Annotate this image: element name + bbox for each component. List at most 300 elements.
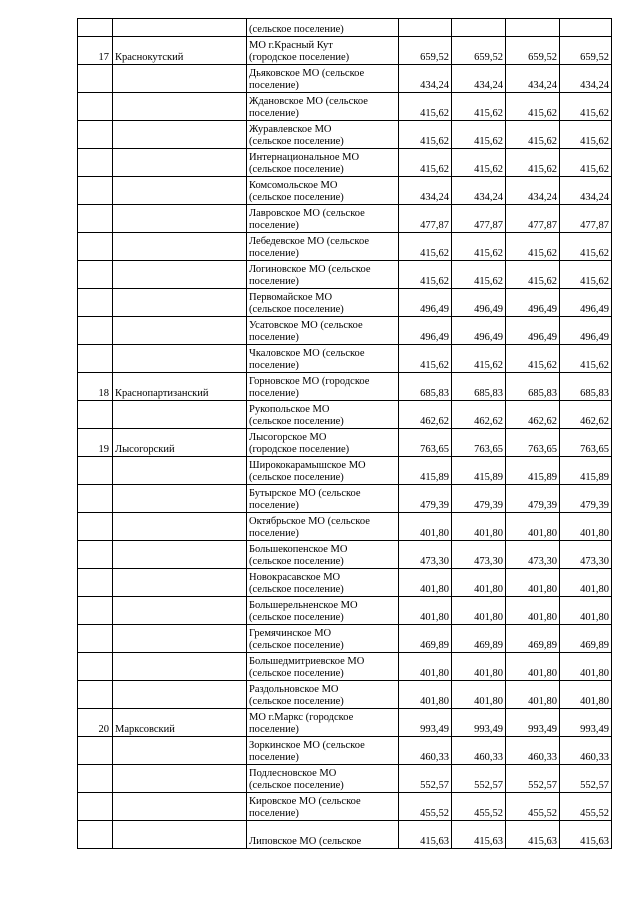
- value-cell: 469,89: [560, 625, 612, 653]
- municipality-cell: [247, 569, 399, 597]
- table-row: [78, 569, 612, 597]
- municipality-line: Большерельненское МО: [249, 600, 358, 611]
- value-cell: 415,89: [452, 457, 506, 485]
- district-cell: [113, 737, 247, 765]
- value-cell: 685,83: [399, 373, 452, 401]
- row-number-cell: [78, 205, 113, 233]
- value-cell: 496,49: [452, 317, 506, 345]
- value-cell: [560, 19, 612, 37]
- municipality-line: Большекопенское МО: [249, 544, 348, 555]
- municipality-line: (сельское поселение): [249, 584, 344, 595]
- value-cell: 401,80: [452, 513, 506, 541]
- value-cell: [506, 19, 560, 37]
- value-cell: 552,57: [452, 765, 506, 793]
- row-number-cell: 19: [78, 429, 113, 457]
- table-row: [78, 65, 612, 93]
- municipality-line: Большедмитриевское МО: [249, 656, 365, 667]
- row-number-cell: [78, 597, 113, 625]
- value-cell: 434,24: [452, 177, 506, 205]
- table-row: [78, 485, 612, 513]
- row-number-cell: 17: [78, 37, 113, 65]
- value-cell: 415,89: [506, 457, 560, 485]
- district-cell: [113, 19, 247, 37]
- value-cell: 415,62: [560, 261, 612, 289]
- value-cell: 415,62: [399, 261, 452, 289]
- municipality-cell: [247, 373, 399, 401]
- municipality-line: Журавлевское МО: [249, 124, 332, 135]
- table-row: [78, 737, 612, 765]
- value-cell: 460,33: [452, 737, 506, 765]
- district-cell: [113, 569, 247, 597]
- value-cell: 993,49: [506, 709, 560, 737]
- municipality-line: (городское поселение): [249, 52, 350, 63]
- table-row: [78, 345, 612, 373]
- municipality-cell: [247, 765, 399, 793]
- value-cell: 401,80: [452, 681, 506, 709]
- value-cell: [399, 19, 452, 37]
- district-cell: [113, 625, 247, 653]
- municipality-line: Гремячинское МО: [249, 628, 332, 639]
- table-row: [78, 149, 612, 177]
- value-cell: 401,80: [560, 653, 612, 681]
- row-number-cell: [78, 261, 113, 289]
- municipality-cell: [247, 457, 399, 485]
- value-cell: 415,63: [452, 821, 506, 849]
- row-number-cell: [78, 793, 113, 821]
- value-cell: 434,24: [560, 177, 612, 205]
- value-cell: 415,63: [560, 821, 612, 849]
- row-number-cell: [78, 485, 113, 513]
- table-row: [78, 233, 612, 261]
- value-cell: 659,52: [452, 37, 506, 65]
- municipality-cell: [247, 681, 399, 709]
- value-cell: 401,80: [560, 681, 612, 709]
- municipality-cell: [247, 19, 399, 37]
- table-row: [78, 541, 612, 569]
- value-cell: 415,62: [399, 233, 452, 261]
- value-cell: 415,62: [506, 233, 560, 261]
- row-number-cell: [78, 65, 113, 93]
- value-cell: 469,89: [506, 625, 560, 653]
- value-cell: 685,83: [506, 373, 560, 401]
- value-cell: 763,65: [506, 429, 560, 457]
- district-cell: [113, 653, 247, 681]
- municipality-line: МО г.Маркс (городское: [249, 712, 354, 723]
- value-cell: 401,80: [506, 597, 560, 625]
- municipality-cell: [247, 793, 399, 821]
- value-cell: 993,49: [560, 709, 612, 737]
- value-cell: 401,80: [506, 653, 560, 681]
- value-cell: 415,62: [452, 121, 506, 149]
- municipality-line: (сельское поселение): [249, 612, 344, 623]
- value-cell: 473,30: [560, 541, 612, 569]
- value-cell: 479,39: [399, 485, 452, 513]
- table-row: [78, 681, 612, 709]
- municipality-line: (сельское поселение): [249, 668, 344, 679]
- district-cell: [113, 317, 247, 345]
- table-row: [78, 429, 612, 457]
- municipality-line: Раздольновское МО: [249, 684, 339, 695]
- value-cell: 434,24: [506, 65, 560, 93]
- value-cell: 434,24: [506, 177, 560, 205]
- row-number-cell: [78, 149, 113, 177]
- district-cell: [113, 345, 247, 373]
- value-cell: 477,87: [399, 205, 452, 233]
- row-number-cell: [78, 765, 113, 793]
- district-cell: [113, 149, 247, 177]
- value-cell: 415,63: [506, 821, 560, 849]
- value-cell: 552,57: [560, 765, 612, 793]
- value-cell: 469,89: [399, 625, 452, 653]
- municipality-line: поселение): [249, 528, 299, 539]
- municipality-line: (сельское поселение): [249, 164, 344, 175]
- value-cell: 763,65: [560, 429, 612, 457]
- row-number-cell: [78, 457, 113, 485]
- district-cell: [113, 513, 247, 541]
- table-row: [78, 93, 612, 121]
- value-cell: 479,39: [560, 485, 612, 513]
- value-cell: 415,62: [452, 233, 506, 261]
- value-cell: 415,62: [452, 261, 506, 289]
- municipality-line: МО г.Красный Кут: [249, 40, 333, 51]
- municipality-line: Подлесновское МО: [249, 768, 337, 779]
- municipality-line: Рукопольское МО: [249, 404, 330, 415]
- value-cell: 685,83: [452, 373, 506, 401]
- district-cell: Краснопартизанский: [113, 373, 247, 401]
- table-body: [78, 19, 612, 849]
- municipality-line: Первомайское МО: [249, 292, 333, 303]
- municipality-line: (сельское поселение): [249, 416, 344, 427]
- municipality-cell: [247, 65, 399, 93]
- table-row: [78, 289, 612, 317]
- district-cell: [113, 597, 247, 625]
- municipality-cell: [247, 93, 399, 121]
- value-cell: 659,52: [506, 37, 560, 65]
- value-cell: 685,83: [560, 373, 612, 401]
- value-cell: 415,89: [399, 457, 452, 485]
- district-cell: [113, 401, 247, 429]
- value-cell: 415,62: [560, 149, 612, 177]
- value-cell: 496,49: [399, 289, 452, 317]
- value-cell: 415,62: [452, 345, 506, 373]
- table-row: [78, 793, 612, 821]
- municipality-line: Логиновское МО (сельское: [249, 264, 371, 275]
- value-cell: 415,63: [399, 821, 452, 849]
- district-cell: [113, 205, 247, 233]
- district-cell: [113, 541, 247, 569]
- value-cell: 434,24: [452, 65, 506, 93]
- municipality-cell: [247, 653, 399, 681]
- value-cell: 477,87: [560, 205, 612, 233]
- value-cell: 659,52: [560, 37, 612, 65]
- municipality-cell: [247, 513, 399, 541]
- municipality-cell: [247, 625, 399, 653]
- municipality-cell: [247, 429, 399, 457]
- value-cell: 552,57: [506, 765, 560, 793]
- municipality-cell: [247, 289, 399, 317]
- value-cell: 415,62: [506, 261, 560, 289]
- district-cell: [113, 765, 247, 793]
- value-cell: 401,80: [399, 653, 452, 681]
- municipality-line: (сельское поселение): [249, 696, 344, 707]
- row-number-cell: 20: [78, 709, 113, 737]
- row-number-cell: [78, 401, 113, 429]
- value-cell: 763,65: [452, 429, 506, 457]
- value-cell: 401,80: [560, 513, 612, 541]
- municipality-line: (сельское поселение): [249, 472, 344, 483]
- municipality-line: Лысогорское МО: [249, 432, 327, 443]
- district-cell: [113, 261, 247, 289]
- table-row: [78, 821, 612, 849]
- value-cell: 469,89: [452, 625, 506, 653]
- value-cell: 415,89: [560, 457, 612, 485]
- value-cell: 455,52: [560, 793, 612, 821]
- value-cell: 460,33: [399, 737, 452, 765]
- value-cell: 415,62: [399, 93, 452, 121]
- municipality-line: поселение): [249, 808, 299, 819]
- district-cell: [113, 681, 247, 709]
- district-cell: [113, 457, 247, 485]
- value-cell: 460,33: [560, 737, 612, 765]
- value-cell: 659,52: [399, 37, 452, 65]
- municipality-line: Ширококарамышское МО: [249, 460, 366, 471]
- district-cell: [113, 821, 247, 849]
- municipality-cell: [247, 821, 399, 849]
- municipality-cell: [247, 597, 399, 625]
- municipality-line: Липовское МО (сельское: [249, 836, 362, 847]
- row-number-cell: [78, 821, 113, 849]
- value-cell: 415,62: [506, 345, 560, 373]
- value-cell: 401,80: [399, 597, 452, 625]
- value-cell: 401,80: [399, 569, 452, 597]
- row-number-cell: 18: [78, 373, 113, 401]
- municipality-cell: [247, 345, 399, 373]
- table-row: [78, 625, 612, 653]
- value-cell: 415,62: [506, 93, 560, 121]
- value-cell: 434,24: [399, 177, 452, 205]
- value-cell: 401,80: [452, 597, 506, 625]
- value-cell: 401,80: [399, 681, 452, 709]
- municipality-line: поселение): [249, 500, 299, 511]
- municipality-line: (сельское поселение): [249, 304, 344, 315]
- table-row: [78, 205, 612, 233]
- value-cell: 763,65: [399, 429, 452, 457]
- municipality-line: поселение): [249, 752, 299, 763]
- value-cell: 415,62: [560, 93, 612, 121]
- municipality-cell: [247, 541, 399, 569]
- municipality-line: Октябрьское МО (сельское: [249, 516, 370, 527]
- value-cell: 401,80: [506, 569, 560, 597]
- municipality-cell: [247, 401, 399, 429]
- value-cell: 434,24: [560, 65, 612, 93]
- value-cell: 477,87: [506, 205, 560, 233]
- municipality-line: (сельское поселение): [249, 556, 344, 567]
- value-cell: 455,52: [399, 793, 452, 821]
- municipality-line: поселение): [249, 108, 299, 119]
- district-cell: [113, 793, 247, 821]
- table-row: [78, 457, 612, 485]
- table-row: [78, 37, 612, 65]
- municipality-cell: [247, 233, 399, 261]
- municipality-line: Зоркинское МО (сельское: [249, 740, 365, 751]
- municipality-line: поселение): [249, 360, 299, 371]
- value-cell: 415,62: [506, 149, 560, 177]
- value-cell: 401,80: [452, 569, 506, 597]
- table-row: [78, 121, 612, 149]
- municipality-line: Лебедевское МО (сельское: [249, 236, 370, 247]
- municipality-line: поселение): [249, 332, 299, 343]
- table-row: [78, 513, 612, 541]
- row-number-cell: [78, 93, 113, 121]
- municipality-line: Комсомольское МО: [249, 180, 338, 191]
- municipality-line: поселение): [249, 388, 299, 399]
- row-number-cell: [78, 681, 113, 709]
- district-cell: [113, 177, 247, 205]
- municipality-line: поселение): [249, 724, 299, 735]
- row-number-cell: [78, 625, 113, 653]
- value-cell: 460,33: [506, 737, 560, 765]
- municipality-line: поселение): [249, 220, 299, 231]
- value-cell: 477,87: [452, 205, 506, 233]
- municipality-line: поселение): [249, 248, 299, 259]
- municipality-line: Дьяковское МО (сельское: [249, 68, 365, 79]
- row-number-cell: [78, 737, 113, 765]
- municipality-line: Горновское МО (городское: [249, 376, 370, 387]
- municipality-cell: [247, 317, 399, 345]
- district-cell: [113, 93, 247, 121]
- value-cell: 473,30: [399, 541, 452, 569]
- table-row: [78, 19, 612, 37]
- municipality-line: (сельское поселение): [249, 640, 344, 651]
- row-number-cell: [78, 233, 113, 261]
- row-number-cell: [78, 19, 113, 37]
- value-cell: 415,62: [560, 345, 612, 373]
- municipality-line: (сельское поселение): [249, 24, 344, 35]
- municipality-cell: [247, 485, 399, 513]
- value-cell: 552,57: [399, 765, 452, 793]
- value-cell: 455,52: [506, 793, 560, 821]
- value-cell: 479,39: [452, 485, 506, 513]
- municipality-cell: [247, 177, 399, 205]
- municipality-line: Кировское МО (сельское: [249, 796, 361, 807]
- municipality-line: Усатовское МО (сельское: [249, 320, 363, 331]
- municipality-cell: [247, 149, 399, 177]
- municipality-line: Бутырское МО (сельское: [249, 488, 361, 499]
- value-cell: 462,62: [399, 401, 452, 429]
- value-cell: 473,30: [506, 541, 560, 569]
- district-cell: Марксовский: [113, 709, 247, 737]
- municipality-cell: [247, 205, 399, 233]
- municipality-cell: [247, 261, 399, 289]
- table-row: [78, 373, 612, 401]
- district-cell: [113, 121, 247, 149]
- municipality-line: (сельское поселение): [249, 780, 344, 791]
- district-cell: [113, 65, 247, 93]
- value-cell: 479,39: [506, 485, 560, 513]
- row-number-cell: [78, 513, 113, 541]
- value-cell: 496,49: [399, 317, 452, 345]
- district-cell: [113, 289, 247, 317]
- municipality-line: (сельское поселение): [249, 136, 344, 147]
- value-cell: 496,49: [560, 317, 612, 345]
- district-cell: Лысогорский: [113, 429, 247, 457]
- value-cell: 462,62: [560, 401, 612, 429]
- value-cell: 993,49: [399, 709, 452, 737]
- row-number-cell: [78, 289, 113, 317]
- tariff-table: [77, 18, 612, 849]
- value-cell: 993,49: [452, 709, 506, 737]
- value-cell: 496,49: [506, 289, 560, 317]
- municipality-line: Ждановское МО (сельское: [249, 96, 368, 107]
- value-cell: 401,80: [452, 653, 506, 681]
- district-cell: [113, 485, 247, 513]
- municipality-line: Интернациональное МО: [249, 152, 360, 163]
- value-cell: 415,62: [560, 121, 612, 149]
- value-cell: 401,80: [506, 681, 560, 709]
- district-cell: [113, 233, 247, 261]
- municipality-line: Чкаловское МО (сельское: [249, 348, 365, 359]
- table-row: [78, 317, 612, 345]
- municipality-line: Новокрасавское МО: [249, 572, 341, 583]
- table-row: [78, 597, 612, 625]
- value-cell: 415,62: [506, 121, 560, 149]
- row-number-cell: [78, 177, 113, 205]
- table-row: [78, 261, 612, 289]
- district-cell: Краснокутский: [113, 37, 247, 65]
- table-row: [78, 765, 612, 793]
- value-cell: 415,62: [399, 149, 452, 177]
- table-row: [78, 709, 612, 737]
- table-row: [78, 401, 612, 429]
- municipality-cell: [247, 737, 399, 765]
- value-cell: 415,62: [399, 345, 452, 373]
- value-cell: 434,24: [399, 65, 452, 93]
- row-number-cell: [78, 317, 113, 345]
- value-cell: 415,62: [452, 149, 506, 177]
- municipality-line: поселение): [249, 276, 299, 287]
- value-cell: 462,62: [452, 401, 506, 429]
- value-cell: 455,52: [452, 793, 506, 821]
- municipality-cell: [247, 121, 399, 149]
- table-row: [78, 653, 612, 681]
- municipality-line: Лавровское МО (сельское: [249, 208, 365, 219]
- value-cell: 462,62: [506, 401, 560, 429]
- row-number-cell: [78, 345, 113, 373]
- row-number-cell: [78, 569, 113, 597]
- value-cell: 415,62: [560, 233, 612, 261]
- row-number-cell: [78, 653, 113, 681]
- municipality-line: (городское поселение): [249, 444, 350, 455]
- value-cell: 415,62: [399, 121, 452, 149]
- value-cell: 496,49: [506, 317, 560, 345]
- municipality-cell: [247, 709, 399, 737]
- value-cell: 401,80: [560, 569, 612, 597]
- value-cell: 401,80: [399, 513, 452, 541]
- value-cell: 496,49: [560, 289, 612, 317]
- value-cell: 496,49: [452, 289, 506, 317]
- municipality-cell: [247, 37, 399, 65]
- municipality-line: поселение): [249, 80, 299, 91]
- value-cell: 415,62: [452, 93, 506, 121]
- value-cell: 401,80: [506, 513, 560, 541]
- value-cell: [452, 19, 506, 37]
- row-number-cell: [78, 541, 113, 569]
- row-number-cell: [78, 121, 113, 149]
- value-cell: 401,80: [560, 597, 612, 625]
- table-row: [78, 177, 612, 205]
- municipality-line: (сельское поселение): [249, 192, 344, 203]
- value-cell: 473,30: [452, 541, 506, 569]
